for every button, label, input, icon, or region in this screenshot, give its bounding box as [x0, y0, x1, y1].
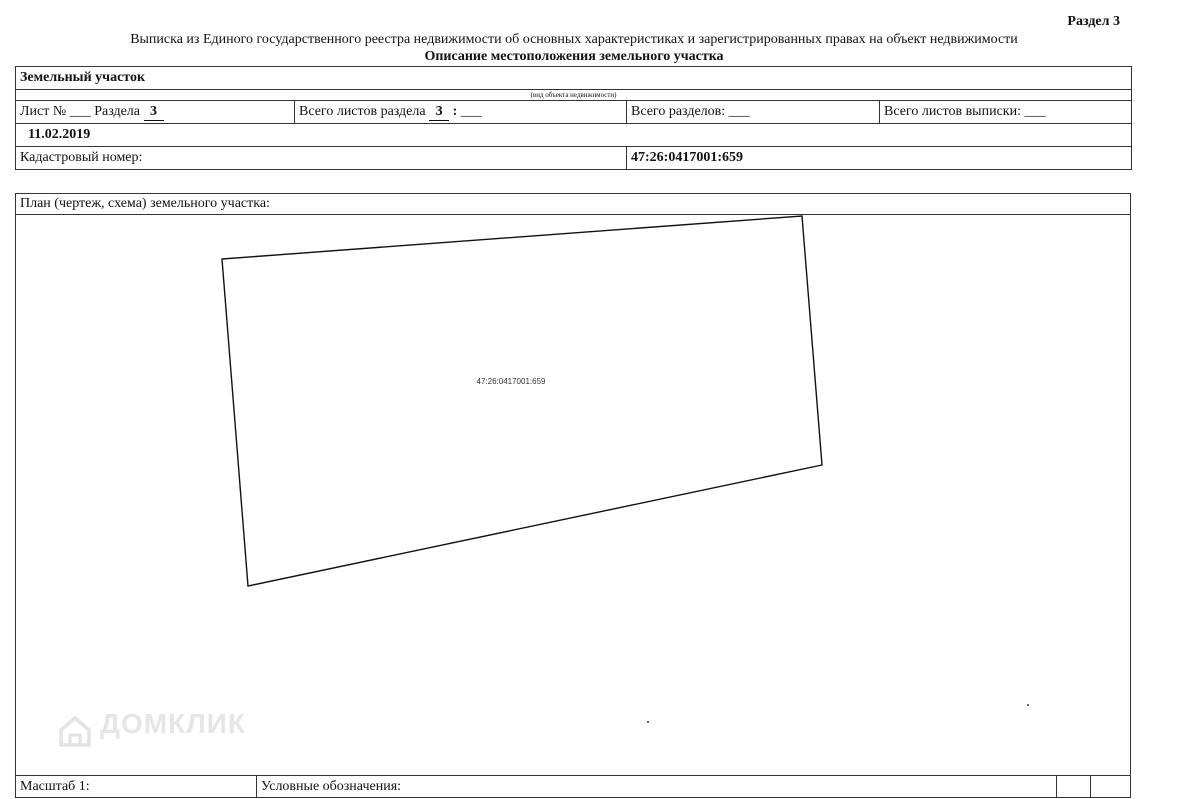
- total-sheets-extract-cell: [880, 101, 1132, 124]
- total-sheets-section-label: Всего листов раздела: [299, 103, 426, 119]
- total-sections-value: ___: [728, 104, 750, 119]
- cadastral-label: Кадастровый номер:: [16, 147, 627, 170]
- total-sections-cell: [627, 101, 880, 124]
- house-icon: [58, 714, 92, 748]
- footer-empty-cell-1: [1057, 776, 1091, 797]
- info-table: [15, 66, 1132, 170]
- scale-label: Масштаб 1:: [16, 776, 257, 797]
- object-type: Земельный участок: [16, 67, 1132, 90]
- legend-label: Условные обозначения:: [257, 776, 1057, 797]
- total-sheets-extract-label: Всего листов выписки:: [884, 104, 1021, 119]
- cadastral-number: 47:26:0417001:659: [627, 147, 1132, 170]
- sheet-number-cell: [16, 101, 295, 124]
- footer-empty-cell-2: [1091, 776, 1130, 797]
- document-title: Выписка из Единого государственного реестра недвижимости об основных характеристиках и зарегистрированных правах на объект недвижимости: [130, 32, 1018, 47]
- watermark-text: ДОМКЛИК: [100, 708, 247, 739]
- plan-footer: [16, 775, 1130, 797]
- extract-date: 11.02.2019: [16, 124, 1132, 147]
- section-word: Раздела: [94, 103, 141, 119]
- total-sheets-extract-value: ___: [1024, 104, 1046, 119]
- total-sheets-section-value: ___: [460, 103, 482, 119]
- document-subtitle: Описание местоположения земельного участка: [424, 49, 724, 64]
- total-sheets-section-cell: Всего листов раздела 3 : ___: [295, 101, 627, 124]
- parcel-label: 47:26:0417001:659: [476, 377, 546, 386]
- sheet-label: Лист №: [20, 103, 67, 119]
- parcel-boundary: [222, 216, 822, 586]
- section-label: Раздел 3: [1067, 14, 1120, 29]
- total-sheets-section-number: 3: [429, 104, 449, 121]
- total-sections-label: Всего разделов:: [631, 104, 726, 119]
- sheet-number: ___: [69, 103, 91, 119]
- parcel-drawing: [16, 194, 1130, 774]
- section-number: 3: [144, 104, 164, 121]
- object-type-caption: (вид объекта недвижимости): [16, 90, 1132, 101]
- plan-title: План (чертеж, схема) земельного участка:: [16, 194, 1130, 215]
